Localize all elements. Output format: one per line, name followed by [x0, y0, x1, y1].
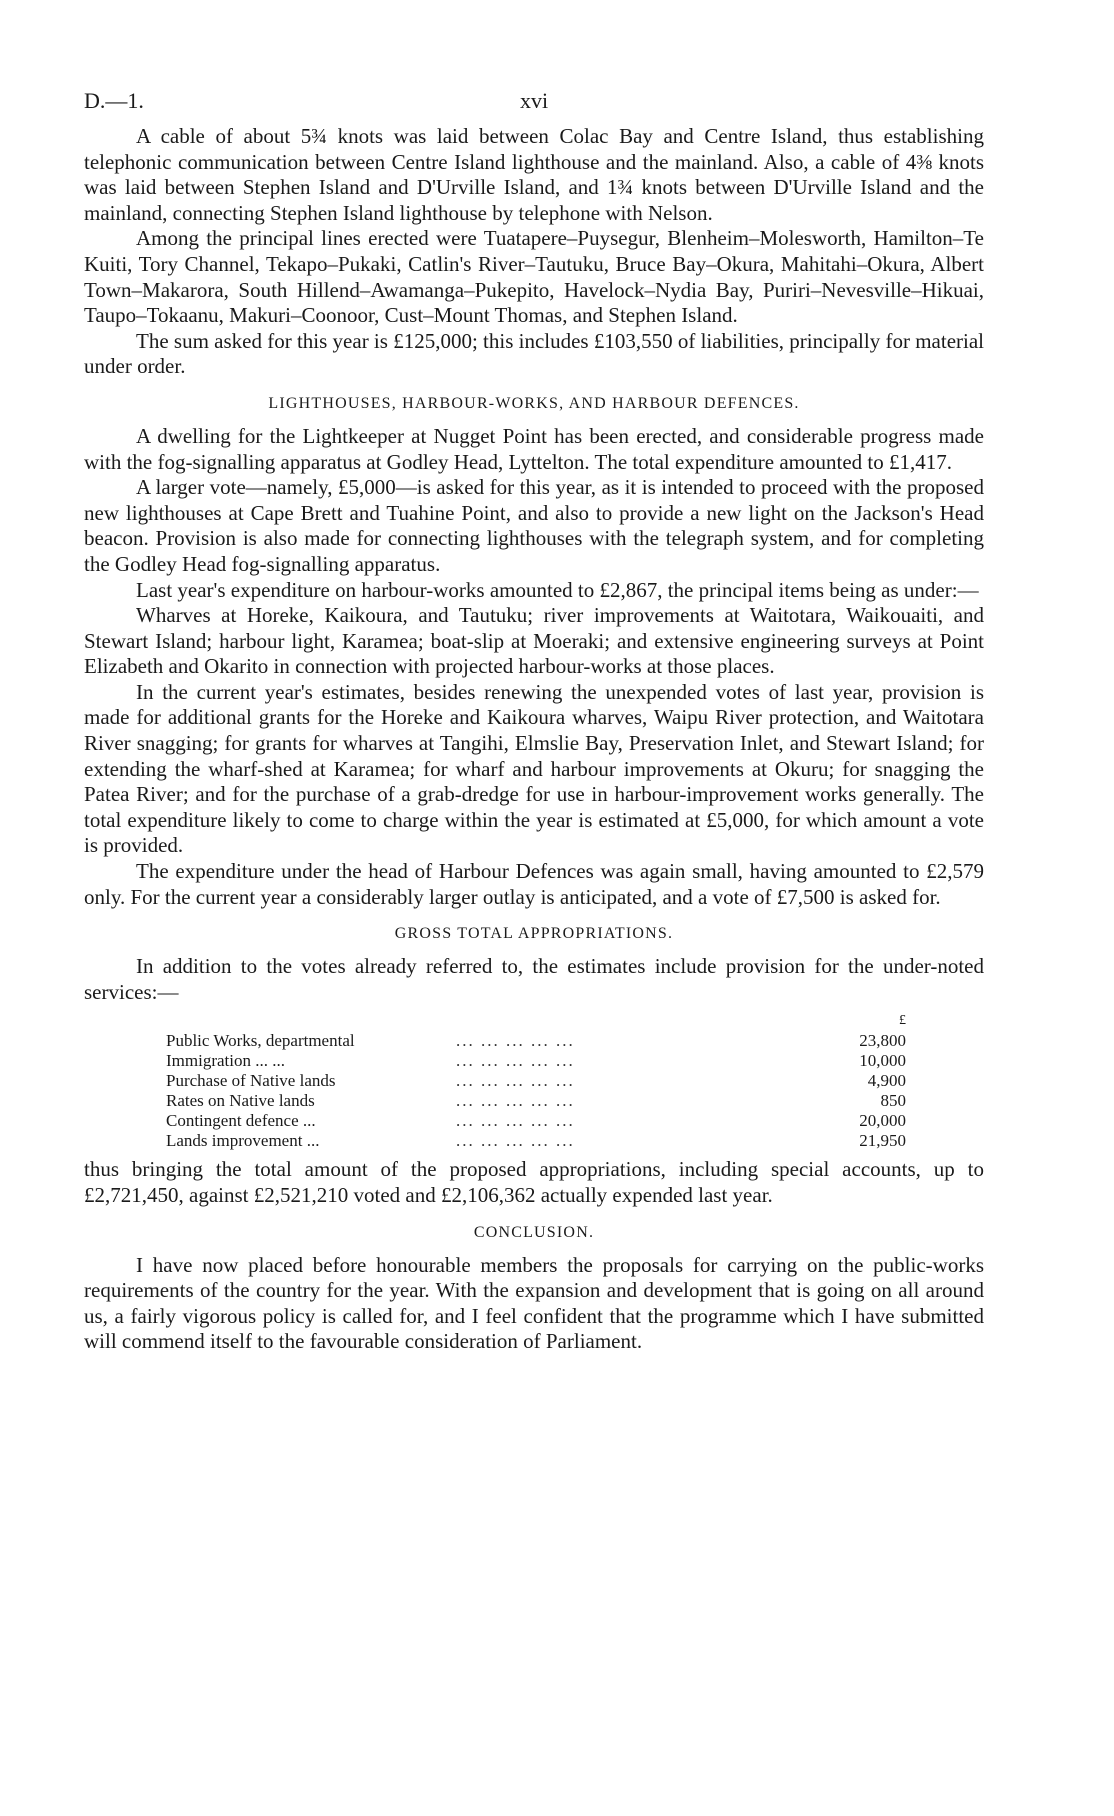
document-reference: D.—1.	[84, 88, 144, 113]
leader-dots: ... ... ... ... ...	[456, 1031, 575, 1051]
leader-dots: ... ... ... ... ...	[456, 1111, 575, 1131]
leader-dots: ... ... ... ... ...	[456, 1071, 575, 1091]
table-row	[166, 1091, 906, 1111]
paragraph: A larger vote—namely, £5,000—is asked for this year, as it is intended to proceed with the proposed new lighthouses at Cape Brett and Tuahine Point, and also to provide a new light on the Jackson's Head beacon. Provision is also made for connecting lighthouses with the telegraph system, and for completing the Godley Head fog-signalling apparatus.	[84, 475, 984, 576]
currency-unit: £	[899, 1013, 906, 1029]
item-label: Public Works, departmental	[166, 1031, 355, 1051]
table-row	[166, 1071, 906, 1091]
page-number: xvi	[519, 88, 549, 113]
paragraph: A dwelling for the Lightkeeper at Nugget Point has been erected, and considerable progress made with the fog-signalling apparatus at Godley Head, Lyttelton. The total expenditure amounted to £1,417.	[84, 423, 984, 474]
item-label: Immigration ... ...	[166, 1051, 285, 1071]
paragraph: The expenditure under the head of Harbour Defences was again small, having amounted to £2,579 only. For the current year a considerably larger outlay is anticipated, and a vote of £7,500 is asked for.	[84, 859, 984, 909]
item-amount: 23,800	[859, 1031, 906, 1051]
gross-appropriations-section	[84, 924, 984, 1208]
item-amount: 10,000	[859, 1051, 906, 1071]
item-amount: 4,900	[867, 1071, 906, 1091]
leader-dots: ... ... ... ... ...	[456, 1051, 575, 1071]
table-row	[166, 1111, 906, 1131]
table-row	[166, 1051, 906, 1071]
item-label: Rates on Native lands	[166, 1091, 315, 1111]
item-amount: 21,950	[859, 1131, 906, 1151]
page-header	[84, 88, 984, 124]
intro-section	[84, 124, 984, 380]
paragraph: Last year's expenditure on harbour-works amounted to £2,867, the principal items being as under:—	[136, 577, 979, 602]
leader-dots: ... ... ... ... ...	[456, 1131, 575, 1151]
item-amount: 20,000	[859, 1111, 906, 1131]
appropriations-table	[166, 1011, 906, 1151]
section-heading: LIGHTHOUSES, HARBOUR-WORKS, AND HARBOUR DEFENCES.	[268, 394, 800, 412]
document-page	[84, 88, 984, 1355]
paragraph: thus bringing the total amount of the proposed appropriations, including special accounts, up to £2,721,450, against £2,521,210 voted and £2,106,362 actually expended last year.	[84, 1157, 984, 1207]
paragraph: Wharves at Horeke, Kaikoura, and Tautuku; river improvements at Waitotara, Waikouaiti, and Stewart Island; harbour light, Karamea; boat-slip at Moeraki; and extensive engineering surveys at Point Elizabeth and Okarito in connection with projected harbour-works at those places.	[84, 603, 984, 679]
item-label: Lands improvement ...	[166, 1131, 320, 1151]
table-row	[166, 1031, 906, 1051]
paragraph: The sum asked for this year is £125,000; this includes £103,550 of liabilities, principally for material under order.	[84, 328, 984, 379]
table-row	[166, 1011, 906, 1031]
conclusion-section	[84, 1223, 984, 1355]
paragraph: A cable of about 5¾ knots was laid between Colac Bay and Centre Island, thus establishing telephonic communication between Centre Island lighthouse and the mainland. Also, a cable of 4⅜ knots was laid between Stephen Island and D'Urville Island, and 1¾ knots between D'Urville Island and the mainland, connecting Stephen Island lighthouse by telephone with Nelson.	[84, 124, 984, 225]
item-label: Contingent defence ...	[166, 1111, 316, 1131]
item-label: Purchase of Native lands	[166, 1071, 336, 1091]
paragraph: I have now placed before honourable members the proposals for carrying on the public-works requirements of the country for the year. With the expansion and development that is going on all around us, a fairly vigorous policy is called for, and I feel confident that the programme which I have submitted will commend itself to the favourable consideration of Parliament.	[84, 1252, 984, 1354]
paragraph: In addition to the votes already referred to, the estimates include provision for the under-noted services:—	[84, 954, 984, 1004]
section-heading: GROSS TOTAL APPROPRIATIONS.	[394, 925, 674, 943]
leader-dots: ... ... ... ... ...	[456, 1091, 575, 1111]
paragraph: Among the principal lines erected were Tuatapere–Puysegur, Blenheim–Molesworth, Hamilton–Te Kuiti, Tory Channel, Tekapo–Pukaki, Catlin's River–Tautuku, Bruce Bay–Okura, Mahitahi–Okura, Albert Town–Makarora, South Hillend–Awamanga–Pukepito, Havelock–Nydia Bay, Puriri–Nevesville–Hikuai, Taupo–Tokaanu, Makuri–Coonoor, Cust–Mount Thomas, and Stephen Island.	[84, 226, 984, 328]
item-amount: 850	[880, 1091, 906, 1111]
paragraph: In the current year's estimates, besides renewing the unexpended votes of last year, provision is made for additional grants for the Horeke and Kaikoura wharves, Waipu River protection, and Waitotara River snagging; for grants for wharves at Tangihi, Elmslie Bay, Preservation Inlet, and Stewart Island; for extending the wharf-shed at Karamea; for wharf and harbour improvements at Okuru; for snagging the Patea River; and for the purchase of a grab-dredge for use in harbour-improvement works generally. The total expenditure likely to come to charge within the year is estimated at £5,000, for which amount a vote is provided.	[84, 679, 984, 858]
lighthouses-section	[84, 394, 984, 910]
table-row	[166, 1131, 906, 1151]
section-heading: CONCLUSION.	[473, 1223, 595, 1241]
